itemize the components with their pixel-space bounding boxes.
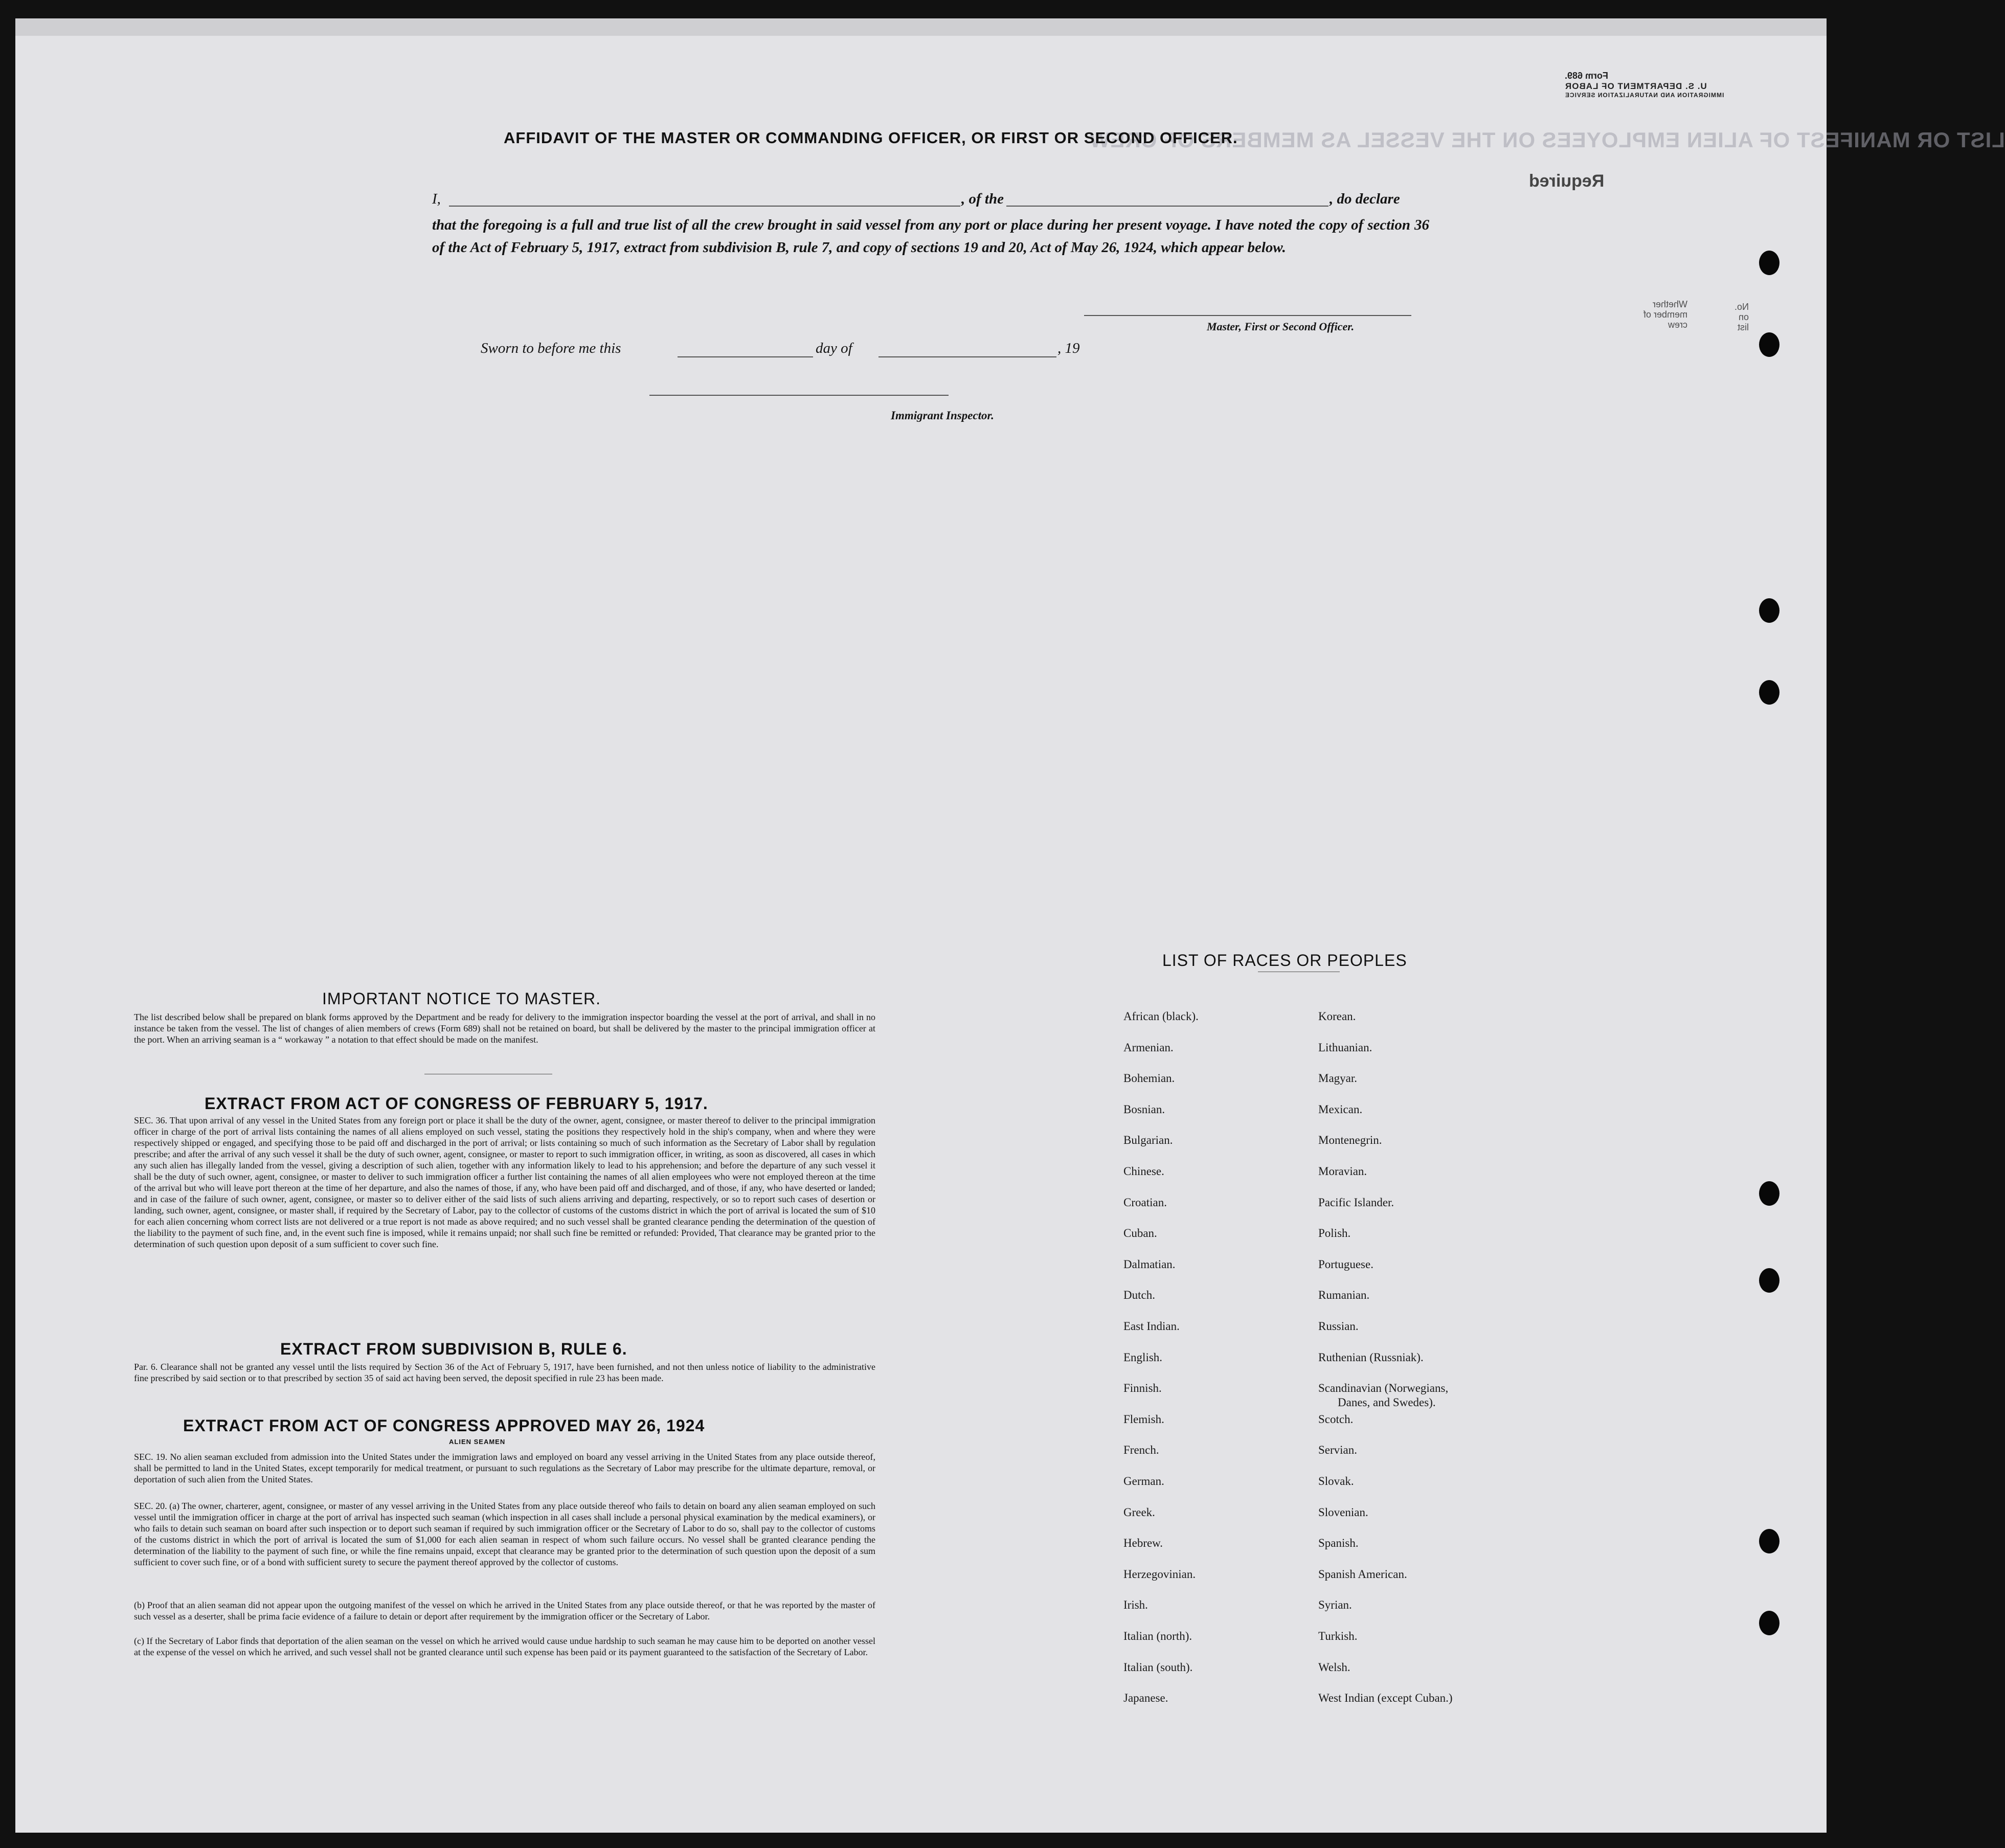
binder-hole [1759, 1268, 1779, 1293]
race-item: Croatian. [1123, 1196, 1167, 1209]
race-item: Servian. [1318, 1444, 1358, 1456]
notice-title: IMPORTANT NOTICE TO MASTER. [322, 989, 601, 1008]
inspector-signature-line [649, 395, 949, 396]
race-item: Greek. [1123, 1506, 1155, 1519]
form-header [1565, 71, 1744, 99]
officer-signature-label: Master, First or Second Officer. [1207, 320, 1355, 333]
bleed-through-column-no: No. on list [1734, 302, 1749, 332]
extract-rule6-title: EXTRACT FROM SUBDIVISION B, RULE 6. [280, 1340, 627, 1358]
races-title: LIST OF RACES OR PEOPLES [1162, 951, 1407, 970]
affidavit-name-blank [449, 206, 960, 207]
binder-hole [1759, 1611, 1779, 1635]
binder-hole [1759, 1529, 1779, 1553]
race-item: Syrian. [1318, 1598, 1352, 1611]
extract-1924-sec20c: (c) If the Secretary of Labor finds that deportation of the alien seaman on the vessel on which he arrived would cause undue hardship to such seaman he may cause him to be deported on another vessel at the expense of the vessel on which he arrived, and such vessel shall not be granted clearance until such expense has been paid or its payment guaranteed to the satisfaction of the Secretary of Labor. [134, 1636, 875, 1657]
extract-1917-text: SEC. 36. That upon arrival of any vessel in the United States from any foreign port or place it shall be the duty of the owner, agent, consignee, or master thereof to deliver to the principal immigration officer in charge of the port of arrival lists containing the names of all aliens employed on such vessel, stating the positions they respectively hold in the ship's company, when and where they were respectively shipped or engaged, and specifying those to be paid off and discharged in the port of arrival; or lists containing so much of such information as the Secretary of Labor shall by regulation prescribe; and after the arrival of any such vessel it shall be the duty of such owner, agent, consignee, or master to report to such immigration officer, in writing, as soon as discovered, all cases in which any such alien has illegally landed from the vessel, giving a description of such alien, together with any information likely to lead to his apprehension; and before the departure of any such vessel it shall be the duty of such owner, agent, consignee, or master to deliver to such immigration officer a further list containing the names of all alien employees who were not employed thereon at the time of the arrival but who will leave port thereon at the time of her departure, and also the names of those, if any, who have been paid off and discharged, and of those, if any, who have deserted or landed; and in case of the failure of such owner, agent, consignee, or master so to deliver either of the said lists of such aliens arriving and departing, respectively, or so to report such cases of desertion or landing, such owner, agent, consignee, or master shall, if required by the Secretary of Labor, pay to the collector of customs of the customs district in which the port of arrival is located the sum of $10 for each alien concerning whom correct lists are not delivered or a true report is not made as above required; and no such vessel shall be granted clearance pending the determination of the question of the liability to the payment of such fine, and, in the event such fine is imposed, while it remains unpaid; nor shall such fine be remitted or refunded: Provided, That clearance may be granted prior to the determination of such question upon deposit of a sum sufficient to cover such fine. [134, 1115, 875, 1249]
race-item: Italian (north). [1123, 1630, 1192, 1642]
race-item: Cuban. [1123, 1227, 1157, 1239]
race-item: West Indian (except Cuban.) [1318, 1692, 1453, 1704]
race-item: Finnish. [1123, 1382, 1162, 1394]
race-item: Korean. [1318, 1010, 1356, 1023]
affidavit-line-of-the: , of the [961, 191, 1004, 207]
binder-hole [1759, 1181, 1779, 1206]
extract-1924-subtitle: ALIEN SEAMEN [449, 1438, 506, 1446]
race-item: Flemish. [1123, 1413, 1164, 1426]
affidavit-vessel-blank [1006, 206, 1328, 207]
race-item: Pacific Islander. [1318, 1196, 1394, 1209]
race-item: Japanese. [1123, 1692, 1168, 1704]
race-item: Scotch. [1318, 1413, 1354, 1426]
sworn-day-of: day of [816, 340, 852, 356]
inspector-label: Immigrant Inspector. [891, 409, 994, 422]
race-item: Scandinavian (Norwegians, [1318, 1382, 1449, 1394]
binder-hole [1759, 332, 1779, 357]
race-item: German. [1123, 1475, 1164, 1488]
affidavit-line-i: I, [432, 191, 441, 207]
bleed-through-title: LIST OR MANIFEST OF ALIEN EMPLOYEES ON THE VESSEL AS MEMBERS OF CREW [1089, 128, 2005, 152]
race-item: French. [1123, 1444, 1159, 1456]
affidavit-title: AFFIDAVIT OF THE MASTER OR COMMANDING OFFICER, OR FIRST OR SECOND OFFICER. [504, 129, 1238, 147]
form-department: U. S. DEPARTMENT OF LABOR [1565, 81, 1707, 91]
race-item: Lithuanian. [1318, 1041, 1372, 1054]
extract-1917-title: EXTRACT FROM ACT OF CONGRESS OF FEBRUARY 5, 1917. [205, 1094, 708, 1113]
race-item: Magyar. [1318, 1072, 1358, 1085]
race-item: Turkish. [1318, 1630, 1358, 1642]
race-item: Herzegovinian. [1123, 1568, 1196, 1581]
race-item: Bosnian. [1123, 1103, 1165, 1116]
race-item: Bulgarian. [1123, 1134, 1173, 1146]
race-item: Armenian. [1123, 1041, 1174, 1054]
affidavit-line-declare: , do declare [1330, 191, 1400, 207]
race-item: Rumanian. [1318, 1289, 1370, 1301]
bleed-through-column-whether: Whether member of crew [1643, 299, 1687, 330]
binder-hole [1759, 251, 1779, 275]
sworn-year: , 19 [1057, 340, 1080, 356]
race-item: Italian (south). [1123, 1661, 1193, 1674]
race-item: Slovak. [1318, 1475, 1354, 1488]
race-item: Moravian. [1318, 1165, 1367, 1178]
race-item: Hebrew. [1123, 1537, 1163, 1549]
extract-1924-sec20b: (b) Proof that an alien seaman did not appear upon the outgoing manifest of the vessel on which he arrived in the United States from any place outside thereof, or that he was reported by the master of such vessel as a deserter, shall be prima facie evidence of a failure to detain or deport after requirement by the immigration officer or the Secretary of Labor. [134, 1600, 875, 1621]
race-item: Irish. [1123, 1598, 1148, 1611]
affidavit-paragraph: that the foregoing is a full and true list of all the crew brought in said vessel from any port or place during her present voyage. I have noted the copy of section 36 of the Act of February 5, 1917, extract from subdivision B, rule 7, and copy of sections 19 and 20, Act of May 26, 1924, which appear below. [432, 217, 1429, 256]
race-item: Welsh. [1318, 1661, 1350, 1674]
race-item: Bohemian. [1123, 1072, 1175, 1085]
form-service: IMMIGRATION AND NATURALIZATION SERVICE [1565, 92, 1724, 99]
race-item: Ruthenian (Russniak). [1318, 1351, 1424, 1364]
race-item: Mexican. [1318, 1103, 1363, 1116]
race-item: Spanish American. [1318, 1568, 1407, 1581]
race-item: Polish. [1318, 1227, 1351, 1239]
extract-rule6-text: Par. 6. Clearance shall not be granted any vessel until the lists required by Section 36 of the Act of February 5, 1917, have been furnished, and not then unless notice of liability to the administrative fine prescribed by said section or to that prescribed by section 35 of said act having been served, the deposit specified in rule 23 has been made. [134, 1362, 875, 1383]
form-number: Form 689. [1565, 71, 1609, 81]
race-item: Chinese. [1123, 1165, 1164, 1178]
extract-1924-sec20a: SEC. 20. (a) The owner, charterer, agent, consignee, or master of any vessel arriving in the United States from any place outside thereof who fails to detain on board any alien seaman employed on such vessel until the immigration officer in charge at the port of arrival has inspected such seaman (which inspection in all cases shall include a personal physical examination by the medical examiners), or who fails to detain such seaman on board after such inspection or to deport such seaman if required by such immigration officer or the Secretary of Labor to do so, shall pay to the collector of customs of the customs district in which the port of arrival is located the sum of $1,000 for each alien seaman in respect of whom such failure occurs. No vessel shall be granted clearance pending the determination of the liability to the payment of such fine, or while the fine remains unpaid, except that clearance may be granted prior to the determination of such question upon the deposit of a sum sufficient to cover such fine, or of a bond with sufficient surety to secure the payment thereof approved by the collector of customs. [134, 1501, 875, 1567]
binder-hole [1759, 680, 1779, 705]
race-item: Slovenian. [1318, 1506, 1368, 1519]
race-item: Danes, and Swedes). [1338, 1396, 1436, 1409]
sheet-top-edge [15, 18, 1827, 36]
sworn-prefix: Sworn to before me this [481, 340, 621, 356]
notice-text: The list described below shall be prepared on blank forms approved by the Department and be ready for delivery to the immigration inspector boarding the vessel at the port of arrival, and shall in no instance be taken from the vessel. The list of changes of alien members of crews (Form 689) shall not be retained on board, but shall be delivered by the master to the principal immigration officer at the port. When an arriving seaman is a “ workaway ” a notation to that effect should be made on the manifest. [134, 1012, 875, 1045]
race-item: African (black). [1123, 1010, 1199, 1023]
race-item: English. [1123, 1351, 1163, 1364]
extract-1924-sec19: SEC. 19. No alien seaman excluded from admission into the United States under the immigration laws and employed on board any vessel arriving in the United States from any place outside thereof, shall be permitted to land in the United States, except temporarily for medical treatment, or pursuant to such regulations as the Secretary of Labor may prescribe for the ultimate departure, removal, or deportation of such alien from the United States. [134, 1452, 875, 1484]
sworn-day-blank [678, 356, 813, 357]
race-item: Spanish. [1318, 1537, 1359, 1549]
bleed-through-required: Required [1529, 171, 1605, 191]
race-item: Montenegrin. [1318, 1134, 1382, 1146]
race-item: Dutch. [1123, 1289, 1155, 1301]
sworn-month-blank [878, 356, 1056, 357]
race-item: Portuguese. [1318, 1258, 1373, 1271]
binder-hole [1759, 598, 1779, 623]
race-item: East Indian. [1123, 1320, 1180, 1333]
race-item: Dalmatian. [1123, 1258, 1176, 1271]
race-item: Russian. [1318, 1320, 1359, 1333]
extract-1924-title: EXTRACT FROM ACT OF CONGRESS APPROVED MAY 26, 1924 [183, 1416, 705, 1435]
officer-signature-line [1084, 315, 1411, 316]
